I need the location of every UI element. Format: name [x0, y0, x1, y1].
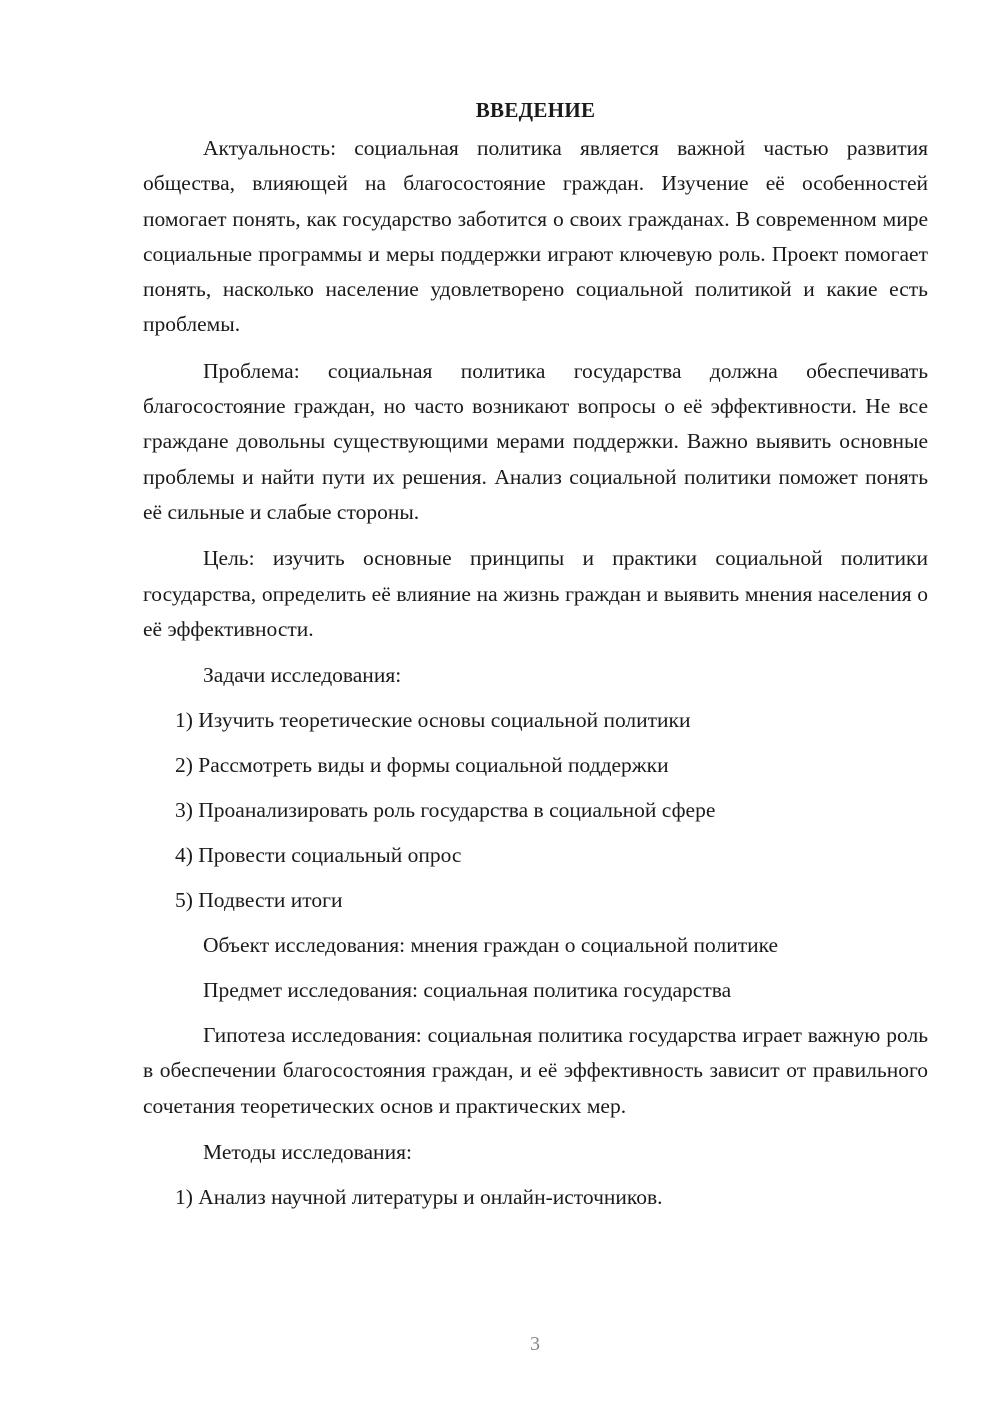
relevance-paragraph: Актуальность: социальная политика является важной частью развития общества, влияющей на благосостояние граждан. Изучение её особенностей помогает понять, как государство заботится о своих гражданах. В современном мире социальные программы и меры поддержки играют ключевую роль. Проект помогает понять, насколько население удовлетворено социальной политикой и какие есть проблемы. [143, 136, 928, 337]
page-number: 3 [530, 1333, 540, 1355]
subject-line: Предмет исследования: социальная политика государства [203, 978, 732, 1003]
section-title: ВВЕДЕНИЕ [475, 98, 596, 122]
methods-heading: Методы исследования: [203, 1140, 412, 1165]
tasks-list [143, 703, 928, 918]
goal-paragraph: Цель: изучить основные принципы и практики социальной политики государства, определить её влияние на жизнь граждан и выявить мнения населения о её эффективности. [143, 546, 928, 641]
methods-list [143, 1180, 928, 1215]
object-line: Объект исследования: мнения граждан о социальной политике [203, 933, 779, 958]
list-item: 4) Провести социальный опрос [175, 843, 462, 868]
document-page [143, 95, 928, 1225]
list-item: 1) Анализ научной литературы и онлайн-источников. [175, 1185, 663, 1210]
problem-paragraph: Проблема: социальная политика государства должна обеспечивать благосостояние граждан, но часто возникают вопросы о её эффективности. Не все граждане довольны существующими мерами поддержки. Важно выявить основные проблемы и найти пути их решения. Анализ социальной политики поможет понять её сильные и слабые стороны. [143, 358, 928, 524]
list-item: 2) Рассмотреть виды и формы социальной поддержки [175, 753, 669, 778]
list-item: 1) Изучить теоретические основы социальной политики [175, 708, 691, 733]
hypothesis-paragraph: Гипотеза исследования: социальная политика государства играет важную роль в обеспечении благосостояния граждан, и её эффективность зависит от правильного сочетания теоретических основ и практических мер. [143, 1023, 928, 1118]
tasks-heading: Задачи исследования: [203, 663, 402, 688]
list-item: 3) Проанализировать роль государства в социальной сфере [175, 798, 716, 823]
list-item: 5) Подвести итоги [175, 888, 343, 913]
